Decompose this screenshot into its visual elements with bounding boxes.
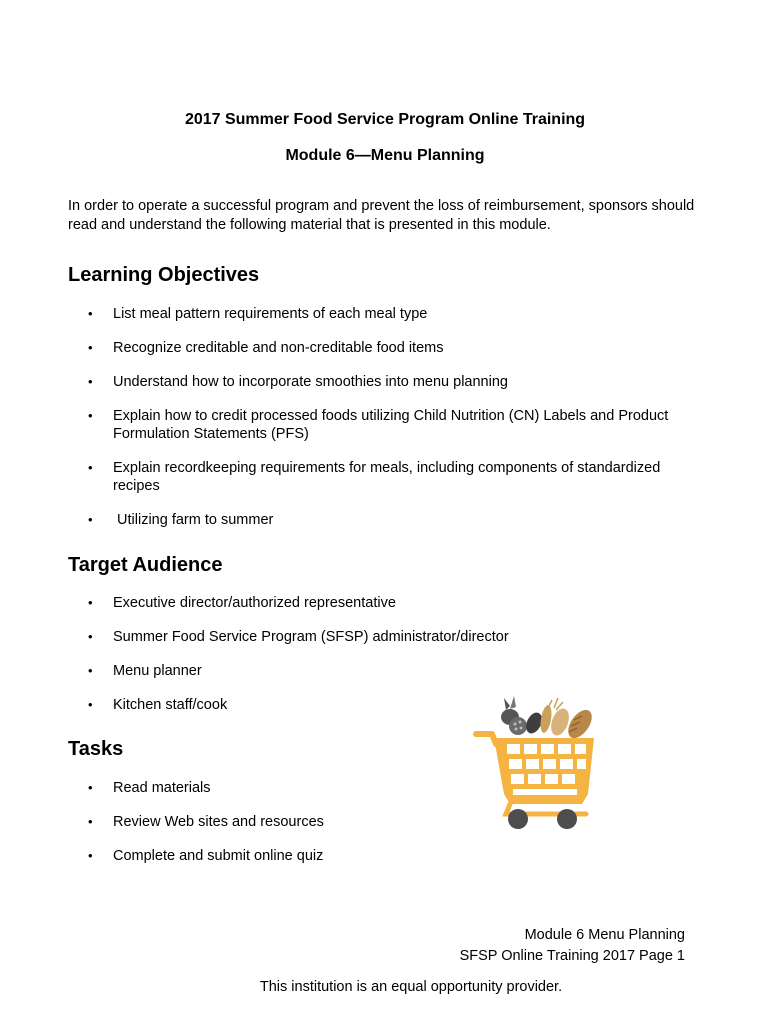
list-item: • List meal pattern requirements of each meal type — [68, 305, 708, 323]
tasks-list — [68, 779, 708, 881]
footer-page-line: SFSP Online Training 2017 Page 1 — [459, 948, 685, 964]
list-item: • Menu planner — [68, 662, 708, 680]
module-subtitle: Module 6—Menu Planning — [285, 147, 485, 164]
document-title: 2017 Summer Food Service Program Online Training — [184, 111, 586, 128]
footer-module-line: Module 6 Menu Planning — [524, 927, 685, 943]
target-audience-list — [68, 594, 708, 730]
equal-opportunity-statement: This institution is an equal opportunity provider. — [259, 979, 563, 995]
target-audience-heading: Target Audience — [68, 554, 223, 576]
list-item: • Read materials — [68, 779, 708, 797]
list-item: • Understand how to incorporate smoothies into menu planning — [68, 373, 708, 391]
list-item: • Executive director/authorized representative — [68, 594, 708, 612]
shopping-cart-icon — [470, 692, 610, 834]
list-item: • Complete and submit online quiz — [68, 847, 708, 865]
list-item: • Summer Food Service Program (SFSP) administrator/director — [68, 628, 708, 646]
intro-paragraph: In order to operate a successful program and prevent the loss of reimbursement, sponsors should read and understand the following material that is presented in this module. — [68, 198, 695, 233]
list-item: • Recognize creditable and non-creditable food items — [68, 339, 708, 357]
list-item: • Utilizing farm to summer — [68, 511, 708, 529]
learning-objectives-heading: Learning Objectives — [68, 264, 260, 286]
list-item: • Explain recordkeeping requirements for meals, including components of standardized recipes — [68, 459, 708, 495]
page-footer — [460, 925, 685, 967]
list-item: • Review Web sites and resources — [68, 813, 708, 831]
list-item: • Explain how to credit processed foods utilizing Child Nutrition (CN) Labels and Product Formulation Statements (PFS) — [68, 407, 708, 443]
learning-objectives-list — [68, 305, 708, 545]
tasks-heading: Tasks — [68, 738, 124, 760]
list-item: • Kitchen staff/cook — [68, 696, 708, 714]
